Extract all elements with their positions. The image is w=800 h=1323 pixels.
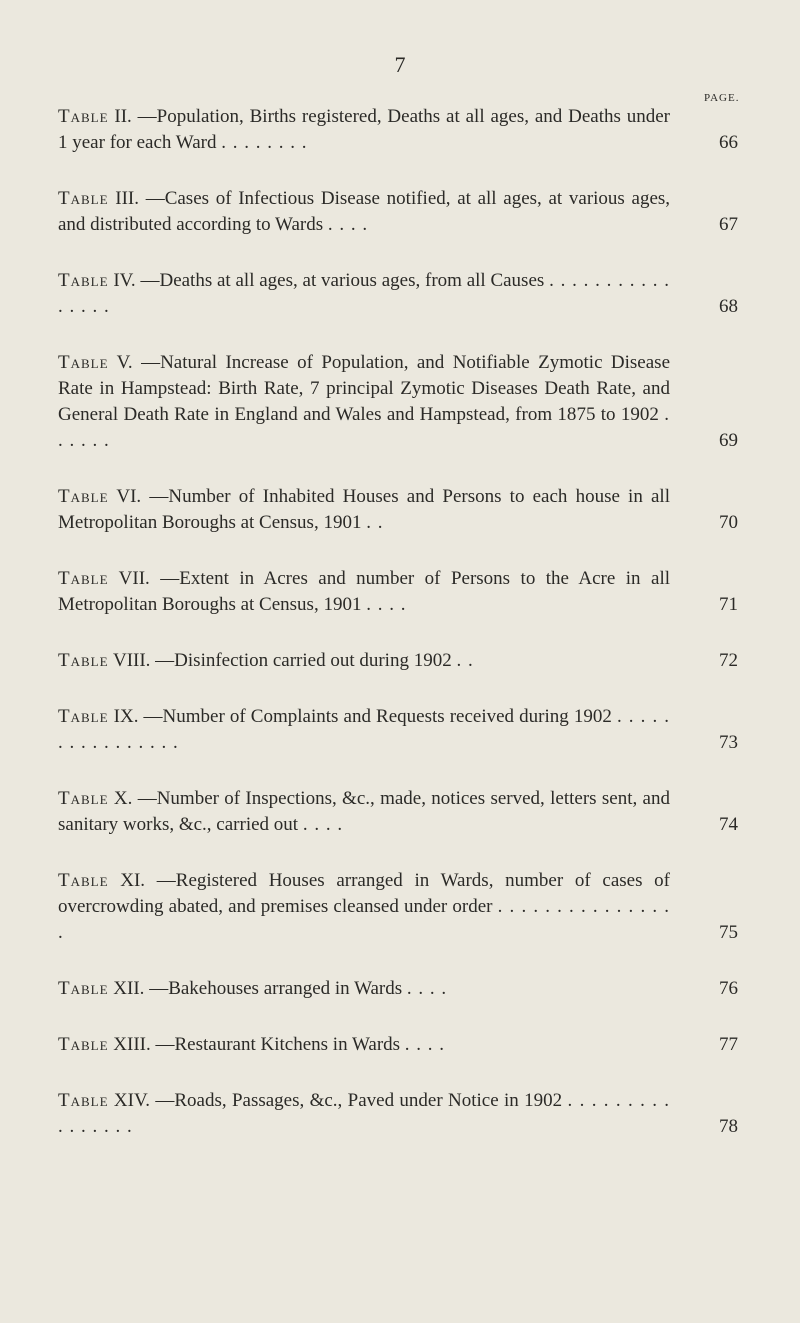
table-number: VIII. [112,650,151,671]
table-label: Table [58,352,109,373]
table-label: Table [58,650,109,671]
toc-entry [58,186,738,238]
page-reference: 69 [719,430,738,451]
toc-entry-text [58,186,738,238]
table-label: Table [58,788,109,809]
table-label: Table [58,1090,109,1111]
table-number: IV. [113,270,136,291]
toc-entry [58,566,738,618]
table-description: —Number of Inhabited Houses and Persons to each house in all Metropolitan Boroughs at Census, 1901 [58,486,670,533]
table-description: —Number of Complaints and Requests received during 1902 [143,706,612,727]
dot-leader: . . . . . . [58,404,670,451]
table-description: —Roads, Passages, &c., Paved under Notice in 1902 [155,1090,563,1111]
toc-entry-text [58,1088,738,1140]
toc-entry-text [58,566,738,618]
table-description: —Registered Houses arranged in Wards, number of cases of overcrowding abated, and premises cleansed under order [58,870,671,917]
table-number: XII. [113,978,145,999]
table-number: XI. [120,870,146,891]
table-number: VII. [118,568,150,589]
dot-leader: . . . . . . . . [221,132,308,153]
table-number: V. [116,352,133,373]
toc-entry [58,104,738,156]
toc-entry-text [58,268,738,320]
toc-entry [58,484,738,536]
table-number: VI. [116,486,142,507]
table-label: Table [58,706,109,727]
toc-entry [58,268,738,320]
table-description: —Restaurant Kitchens in Wards [155,1034,401,1055]
table-description: —Population, Births registered, Deaths at all ages, and Deaths under 1 year for each Ward [58,106,671,153]
toc-entry-text [58,484,738,536]
toc-entry-text [58,350,738,454]
table-label: Table [58,978,109,999]
table-description: —Disinfection carried out during 1902 [155,650,452,671]
dot-leader: . . . . [327,214,369,235]
table-number: II. [114,106,132,127]
table-label: Table [58,270,109,291]
dot-leader: . . . . . . . . . . . . . . . . [58,706,671,753]
table-of-contents [58,104,738,1170]
dot-leader: . . . . [404,1034,446,1055]
page-reference: 67 [719,214,738,235]
toc-entry [58,1088,738,1140]
table-label: Table [58,486,109,507]
page-reference: 75 [719,922,738,943]
dot-leader: . . . . [406,978,448,999]
toc-entry-text [58,868,738,946]
table-description: —Number of Inspections, &c., made, notices served, letters sent, and sanitary works, &c., carried out [58,788,670,835]
table-label: Table [58,188,109,209]
table-description: —Deaths at all ages, at various ages, from all Causes [140,270,545,291]
table-label: Table [58,870,109,891]
toc-entry [58,1032,738,1058]
dot-leader: . . . . . . . . . . . . . . . . [58,1090,671,1137]
table-description: —Natural Increase of Population, and Notifiable Zymotic Disease Rate in Hampstead: Birth Rate, 7 principal Zymotic Diseases Death Rate, and General Death Rate in England and Wales and Hampstead, from 1875 to 1902 [58,352,670,425]
page-reference: 71 [719,594,738,615]
toc-entry [58,704,738,756]
toc-entry-text [58,704,738,756]
dot-leader: . . . . . . . . . . . . . . . . [58,270,671,317]
table-number: IX. [113,706,139,727]
page-column-heading: PAGE. [704,92,740,104]
table-description: —Cases of Infectious Disease notified, at all ages, at various ages, and distributed according to Wards [58,188,671,235]
toc-entry-text [58,786,738,838]
table-number: III. [115,188,139,209]
page-reference: 66 [719,132,738,153]
table-number: XIII. [113,1034,151,1055]
table-description: —Bakehouses arranged in Wards [149,978,403,999]
toc-entry-text [58,648,738,674]
page-number: 7 [394,52,406,77]
table-label: Table [58,1034,109,1055]
dot-leader: . . . . . . . . . . . . . . . . [58,896,671,943]
table-number: XIV. [113,1090,150,1111]
table-label: Table [58,568,109,589]
toc-entry [58,786,738,838]
dot-leader: . . . . [302,814,344,835]
dot-leader: . . [366,512,384,533]
toc-entry [58,350,738,454]
toc-entry [58,868,738,946]
table-label: Table [58,106,109,127]
toc-entry-text [58,1032,738,1058]
page-reference: 74 [719,814,738,835]
toc-entry-text [58,104,738,156]
toc-entry-text [58,976,738,1002]
page-reference: 68 [719,296,738,317]
page-reference: 73 [719,732,738,753]
dot-leader: . . [456,650,474,671]
page-reference: 72 [719,650,738,671]
page-reference: 78 [719,1116,738,1137]
page-reference: 76 [719,978,738,999]
page-reference: 70 [719,512,738,533]
table-description: —Extent in Acres and number of Persons to the Acre in all Metropolitan Boroughs at Census, 1901 [58,568,670,615]
toc-entry [58,648,738,674]
page-reference: 77 [719,1034,738,1055]
toc-entry [58,976,738,1002]
dot-leader: . . . . [366,594,407,615]
table-number: X. [113,788,133,809]
